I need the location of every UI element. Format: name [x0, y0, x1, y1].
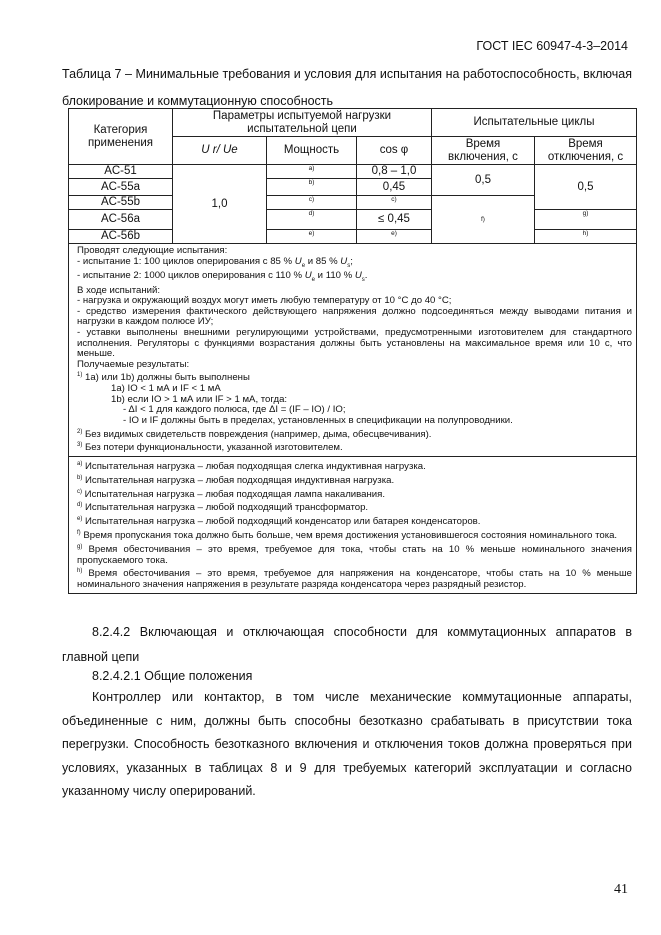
result-line: - ΔI < 1 для каждого полюса, где ΔI = (IF – IO) / IO;: [123, 404, 346, 416]
header-test-circuit-params: Параметры испытуемой нагрузки испытательной цепи: [173, 109, 432, 137]
cos-cell: 0,45: [357, 179, 432, 196]
header-power: Мощность: [267, 137, 357, 165]
table-row: [69, 165, 637, 179]
conditions-line: - уставки выполнены внешними регулирующими устройствами, предусмотренными изготовителем для стандартного исполнения. Регуляторы с функциями возрастания должны быть установлены на максимальное время или 10 с, что меньше.: [77, 326, 632, 360]
cos-cell: 0,8 – 1,0: [357, 165, 432, 179]
header-cos-phi: cos φ: [357, 137, 432, 165]
conditions-line: Получаемые результаты:: [77, 358, 190, 370]
table-footnotes: [69, 457, 637, 593]
subsection-heading: 8.2.4.2.1 Общие положения: [92, 669, 253, 683]
off-time-note: g): [535, 210, 637, 230]
conditions-line: - средство измерения фактического действующего напряжения должно подсоединяться между выводами питания и нагрузки в каждом полюсе ИУ;: [77, 305, 632, 328]
conditions-line: - испытание 1: 100 циклов оперирования с 85 % $U_e$ и 85 % $U_s$;: [77, 255, 353, 269]
category-cell: AC-51: [69, 165, 173, 179]
power-note: e): [267, 230, 357, 244]
conditions-line: Проводят следующие испытания:: [77, 245, 228, 256]
conditions-line: В ходе испытаний:: [77, 284, 161, 296]
footnote-f: $^{f)}$ Время пропускания тока должно быть больше, чем время достижения установившегося состояния номинального тока.: [77, 529, 618, 542]
power-note: c): [267, 196, 357, 210]
page-number: 41: [614, 882, 628, 897]
footnote-g: $^{g)}$ Время обесточивания – это время, требуемое для тока, чтобы стать на 10 % меньше номинального значения пропускаемого тока.: [77, 543, 632, 566]
table-caption: Таблица 7 – Минимальные требования и условия для испытания на работоспособность, включая блокирование и коммутационную способность: [62, 67, 632, 108]
footnote-a: $^{a)}$ Испытательная нагрузка – любая подходящая слегка индуктивная нагрузка.: [77, 461, 426, 473]
header-off-time: Время отключения, с: [535, 137, 637, 165]
footnote-c: $^{c)}$ Испытательная нагрузка – любая подходящая лампа накаливания.: [77, 488, 386, 500]
footnote-d: $^{d)}$ Испытательная нагрузка – любой подходящий трансформатор.: [77, 502, 369, 514]
result-line: $^{2)}$ Без видимых свидетельств повреждения (например, дыма, обесцвечивания).: [77, 428, 432, 440]
footnote-h: $^{h)}$ Время обесточивания – это время, требуемое для напряжения на конденсаторе, чтобы стать на 10 % меньше номинального значения напряжения в результате разряда конденсатора через разрядный резистор.: [77, 568, 632, 590]
on-time-note: f): [432, 196, 535, 244]
result-line: $^{1)}$ 1а) или 1b) должны быть выполнены: [77, 372, 250, 384]
category-cell: AC-56b: [69, 230, 173, 244]
off-time-value: 0,5: [535, 165, 637, 210]
conditions-line: - испытание 2: 1000 циклов оперирования с 110 % $U_e$ и 110 % $U_s$.: [77, 270, 368, 283]
cos-note: c): [357, 196, 432, 210]
header-on-time: Время включения, с: [432, 137, 535, 165]
ur-ue-value: 1,0: [173, 165, 267, 244]
table-row: [69, 210, 637, 230]
footnote-e: $^{e)}$ Испытательная нагрузка – любой подходящий конденсатор или батарея конденсаторов.: [77, 516, 481, 528]
result-line: $^{3)}$ Без потери функциональности, указанной изготовителем.: [77, 442, 343, 454]
cos-note: e): [357, 230, 432, 244]
result-line: 1а) IO < 1 мА и IF < 1 мА: [111, 383, 221, 395]
category-cell: AC-56a: [69, 210, 173, 230]
section-heading: 8.2.4.2 Включающая и отключающая способности для коммутационных аппаратов в главной цепи: [62, 625, 632, 664]
category-cell: AC-55a: [69, 179, 173, 196]
document-header: ГОСТ IEC 60947-4-3–2014: [476, 39, 628, 53]
body-paragraph: Контроллер или контактор, в том числе механические коммутационные аппараты, объединенные с ним, должны быть способны безотказно срабатывать в присутствии тока перегрузки. Способность безотказного включения и отключения токов должна проверяться при условиях, указанных в таблицах 8 и 9 для требуемых категорий эксплуатации и согласно указанному числу оперирований.: [62, 690, 632, 799]
conditions-line: - нагрузка и окружающий воздух могут иметь любую температуру от 10 °С до 40 °С;: [77, 295, 452, 307]
on-time-value: 0,5: [432, 165, 535, 196]
test-conditions: [69, 244, 637, 457]
result-line: 1b) если IO > 1 мА или IF > 1 мА, тогда:: [111, 393, 288, 405]
power-note: b): [267, 179, 357, 196]
header-test-cycles: Испытательные циклы: [432, 109, 637, 137]
footnote-b: $^{b)}$ Испытательная нагрузка – любая подходящая индуктивная нагрузка.: [77, 474, 395, 487]
requirements-table: [68, 108, 637, 594]
header-ur-ue: U r/ Ue: [173, 137, 267, 165]
result-line: - IO и IF должны быть в пределах, установленных в спецификации на полупроводники.: [123, 414, 513, 426]
header-category: Категория применения: [69, 109, 173, 165]
table-row: [69, 230, 637, 244]
power-note: a): [267, 165, 357, 179]
cos-cell: ≤ 0,45: [357, 210, 432, 230]
category-cell: AC-55b: [69, 196, 173, 210]
power-note: d): [267, 210, 357, 230]
off-time-note: h): [535, 230, 637, 244]
